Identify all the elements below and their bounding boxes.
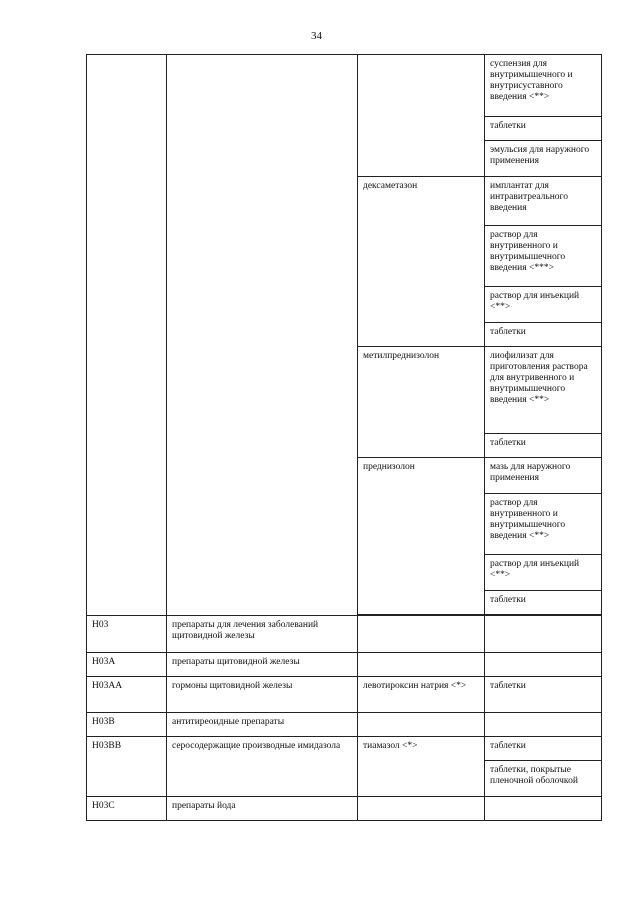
dosage-form-cell: таблетки <box>485 737 602 761</box>
group-cell: гормоны щитовидной железы <box>167 677 358 713</box>
dosage-form-cell: эмульсия для наружного применения <box>485 141 602 177</box>
dosage-form-cell: имплантат для интравитреального введения <box>485 177 602 226</box>
drug-name-cell <box>358 713 485 737</box>
drug-name-cell: тиамазол <*> <box>358 737 485 797</box>
dosage-form-cell <box>485 797 602 821</box>
group-cell <box>167 55 358 616</box>
dosage-form-cell <box>485 653 602 677</box>
drug-name-cell <box>358 616 485 653</box>
code-cell <box>87 55 167 616</box>
atc-code-cell: H03 <box>87 616 167 653</box>
dosage-form-cell: раствор для инъекций <**> <box>485 555 602 591</box>
atc-code-cell: H03B <box>87 713 167 737</box>
dosage-form-cell: таблетки <box>485 434 602 458</box>
group-cell: препараты щитовидной железы <box>167 653 358 677</box>
drug-name-cell: левотироксин натрия <*> <box>358 677 485 713</box>
drug-name-cell: дексаметазон <box>358 177 485 347</box>
group-cell: серосодержащие производные имидазола <box>167 737 358 797</box>
drug-name-cell <box>358 797 485 821</box>
table-row <box>87 677 602 713</box>
group-cell: антитиреоидные препараты <box>167 713 358 737</box>
table-row <box>87 616 602 653</box>
page-number: 34 <box>311 30 322 42</box>
atc-code-cell: H03C <box>87 797 167 821</box>
atc-code-cell: H03BB <box>87 737 167 797</box>
dosage-form-cell <box>485 616 602 653</box>
dosage-form-cell: таблетки, покрытые пленочной оболочкой <box>485 761 602 797</box>
dosage-form-cell: лиофилизат для приготовления раствора для внутривенного и внутримышечного введения <**> <box>485 347 602 434</box>
dosage-form-cell: мазь для наружного применения <box>485 458 602 494</box>
drug-name-cell <box>358 653 485 677</box>
dosage-form-cell: суспензия для внутримышечного и внутрисуставного введения <**> <box>485 55 602 117</box>
drug-name-cell: преднизолон <box>358 458 485 615</box>
dosage-form-cell: раствор для инъекций <**> <box>485 287 602 323</box>
dosage-form-cell: таблетки <box>485 323 602 347</box>
table-row <box>87 55 602 117</box>
dosage-form-cell: раствор для внутривенного и внутримышечного введения <***> <box>485 226 602 287</box>
atc-code-cell: H03AA <box>87 677 167 713</box>
dosage-form-cell: раствор для внутривенного и внутримышечного введения <**> <box>485 494 602 555</box>
drug-table <box>86 54 602 821</box>
table-row <box>87 737 602 761</box>
group-cell: препараты для лечения заболеваний щитовидной железы <box>167 616 358 653</box>
table-row <box>87 653 602 677</box>
group-cell: препараты йода <box>167 797 358 821</box>
dosage-form-cell: таблетки <box>485 677 602 713</box>
drug-name-cell <box>358 55 485 177</box>
table-row <box>87 713 602 737</box>
dosage-form-cell: таблетки <box>485 591 602 615</box>
table-row <box>87 797 602 821</box>
atc-code-cell: H03A <box>87 653 167 677</box>
dosage-form-cell: таблетки <box>485 117 602 141</box>
drug-name-cell: метилпреднизолон <box>358 347 485 458</box>
dosage-form-cell <box>485 713 602 737</box>
